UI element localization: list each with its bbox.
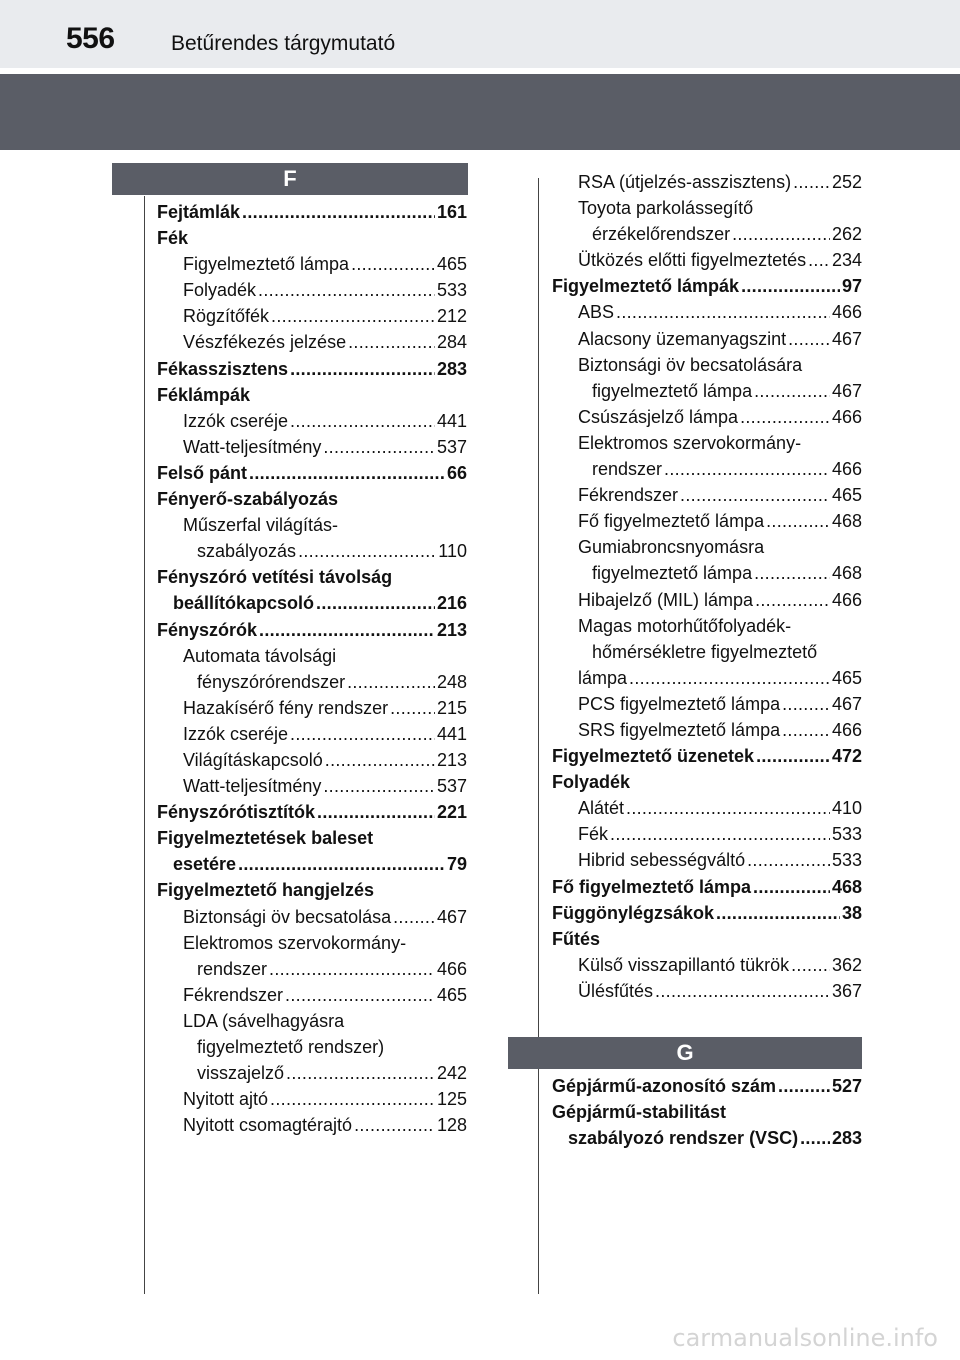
index-entry	[157, 486, 467, 512]
index-entry	[157, 1008, 467, 1034]
dot-leader	[269, 956, 435, 982]
dot-leader	[286, 1060, 435, 1086]
index-entry	[157, 408, 467, 434]
dot-leader	[741, 273, 840, 299]
index-entry-page: 468	[831, 876, 862, 897]
index-entry	[157, 251, 467, 277]
dot-leader	[317, 799, 435, 825]
dot-leader	[348, 329, 435, 355]
index-entry-label: Hazakísérő fény rendszer	[183, 697, 389, 718]
index-entry	[552, 665, 862, 691]
index-entry-page: 215	[436, 697, 467, 718]
dot-leader	[271, 303, 435, 329]
index-entry-label: Nyitott csomagtérajtó	[183, 1115, 353, 1136]
index-entry	[157, 695, 467, 721]
index-entry-page: 466	[831, 302, 862, 323]
dot-leader	[259, 617, 435, 643]
index-entry-page: 97	[841, 276, 862, 297]
index-entry	[157, 1034, 467, 1060]
index-entry-label: Magas motorhűtőfolyadék-	[578, 615, 792, 636]
index-entry-page: 213	[436, 749, 467, 770]
index-entry-label: Fejtámlák	[157, 202, 241, 222]
index-entry	[157, 356, 467, 382]
index-entry-page: 537	[436, 436, 467, 457]
index-entry	[552, 717, 862, 743]
dot-leader	[290, 356, 435, 382]
index-entry-label: Rögzítőfék	[183, 306, 270, 327]
index-entry-label: Ütközés előtti figyelmeztetés	[578, 250, 807, 271]
dot-leader	[290, 721, 435, 747]
dot-leader	[616, 299, 830, 325]
index-entry-page: 467	[436, 906, 467, 927]
index-entry-label: Külső visszapillantó tükrök	[578, 954, 790, 975]
index-entry-page: 212	[436, 306, 467, 327]
index-entry	[157, 460, 467, 486]
dot-leader	[740, 404, 830, 430]
index-entry	[157, 877, 467, 903]
index-entry-label: Fényszórók	[157, 619, 258, 640]
header-band	[0, 74, 960, 150]
page-title: Betűrendes tárgymutató	[171, 32, 396, 55]
index-entry-label: Világításkapcsoló	[183, 749, 323, 770]
index-entry-label: Csúszásjelző lámpa	[578, 406, 739, 427]
index-entry-label: Figyelmeztető lámpák	[552, 276, 740, 297]
index-entry	[552, 847, 862, 873]
index-entry-label: Fékrendszer	[578, 485, 679, 506]
index-entry-page: 128	[436, 1115, 467, 1136]
index-entry-page: 466	[831, 459, 862, 480]
index-entry-page: 466	[436, 958, 467, 979]
index-entry-label: Fék	[578, 824, 609, 845]
index-entry	[157, 382, 467, 408]
dot-leader	[793, 169, 830, 195]
dot-leader	[298, 538, 436, 564]
index-entry	[552, 691, 862, 717]
index-entry-label: Biztonsági öv becsatolása	[183, 906, 392, 927]
dot-leader	[680, 482, 830, 508]
index-entry-label: Hibrid sebességváltó	[578, 850, 746, 871]
index-entry-label: Izzók cseréje	[183, 410, 289, 431]
index-entry-page: 248	[436, 671, 467, 692]
index-entry	[157, 225, 467, 251]
index-entry	[157, 773, 467, 799]
index-entry	[552, 613, 862, 639]
index-entry	[157, 747, 467, 773]
dot-leader	[766, 508, 830, 534]
dot-leader	[323, 434, 435, 460]
index-entry	[552, 1099, 862, 1125]
index-entry-label: Gépjármű-azonosító szám	[552, 1076, 777, 1096]
index-entry-label: Fő figyelmeztető lámpa	[578, 511, 765, 532]
dot-leader	[747, 847, 830, 873]
index-entry-page: 410	[831, 798, 862, 819]
dot-leader	[629, 665, 830, 691]
index-entry-page: 467	[831, 693, 862, 714]
index-entry	[552, 352, 862, 378]
index-entry-label: szabályozás	[197, 541, 297, 562]
index-entry-label: Fényerő-szabályozás	[157, 489, 339, 510]
index-entry-page: 467	[831, 328, 862, 349]
dot-leader	[800, 1125, 830, 1151]
index-entry-page: 441	[436, 410, 467, 431]
index-entry-label: Figyelmeztető üzenetek	[552, 746, 755, 767]
index-entry-page: 465	[831, 667, 862, 688]
index-entry-label: Folyadék	[552, 772, 631, 793]
dot-leader	[347, 669, 435, 695]
index-entry-page: 216	[436, 593, 467, 614]
index-entry-label: figyelmeztető lámpa	[592, 563, 753, 584]
index-entry	[157, 590, 467, 616]
dot-leader	[788, 326, 830, 352]
index-entry-page: 537	[436, 776, 467, 797]
index-entry-page: 465	[831, 485, 862, 506]
index-entry	[157, 643, 467, 669]
dot-leader	[238, 851, 445, 877]
index-column-right-f	[552, 169, 862, 1004]
index-entry	[157, 538, 467, 564]
index-entry-label: Figyelmeztető lámpa	[183, 254, 350, 275]
index-entry-label: ABS	[578, 302, 615, 323]
index-entry-label: Watt-teljesítmény	[183, 436, 322, 457]
index-entry	[157, 512, 467, 538]
dot-leader	[258, 277, 435, 303]
index-entry-label: Figyelmeztető hangjelzés	[157, 880, 375, 901]
index-entry-page: 466	[831, 719, 862, 740]
index-entry-label: Függönylégzsákok	[552, 902, 715, 923]
index-entry-page: 468	[831, 563, 862, 584]
index-entry	[552, 978, 862, 1004]
index-entry	[157, 1060, 467, 1086]
index-entry	[552, 821, 862, 847]
index-entry	[552, 221, 862, 247]
index-entry-label: rendszer	[592, 459, 663, 480]
index-entry-page: 213	[436, 619, 467, 640]
dot-leader	[242, 199, 435, 225]
index-entry-label: Nyitott ajtó	[183, 1089, 269, 1110]
index-entry-label: SRS figyelmeztető lámpa	[578, 719, 781, 740]
index-entry-page: 465	[436, 984, 467, 1005]
index-entry	[157, 956, 467, 982]
index-entry-page: 467	[831, 380, 862, 401]
index-entry-label: Fékrendszer	[183, 984, 284, 1005]
index-entry	[552, 326, 862, 352]
index-entry-page: 533	[831, 850, 862, 871]
dot-leader	[323, 773, 435, 799]
index-entry	[552, 926, 862, 952]
index-entry	[552, 195, 862, 221]
dot-leader	[626, 795, 830, 821]
index-entry-label: PCS figyelmeztető lámpa	[578, 693, 781, 714]
index-entry-page: 466	[831, 589, 862, 610]
dot-leader	[393, 904, 435, 930]
index-entry-label: érzékelőrendszer	[592, 224, 731, 245]
dot-leader	[655, 978, 830, 1004]
dot-leader	[755, 587, 830, 613]
index-entry	[157, 799, 467, 825]
index-entry-label: lámpa	[578, 667, 628, 688]
index-entry-page: 161	[436, 202, 467, 222]
index-entry-label: Ülésfűtés	[578, 980, 654, 1001]
index-entry	[157, 904, 467, 930]
dot-leader	[732, 221, 830, 247]
index-entry	[552, 769, 862, 795]
index-entry	[552, 378, 862, 404]
index-entry	[552, 430, 862, 456]
dot-leader	[782, 691, 830, 717]
index-entry-label: Fő figyelmeztető lámpa	[552, 876, 752, 897]
index-entry-label: Biztonsági öv becsatolására	[578, 354, 803, 375]
index-entry-label: Alacsony üzemanyagszint	[578, 328, 787, 349]
index-entry-label: Féklámpák	[157, 384, 251, 405]
dot-leader	[753, 874, 830, 900]
index-column-left	[157, 199, 467, 1138]
index-entry	[157, 1086, 467, 1112]
index-entry	[552, 587, 862, 613]
index-entry-page: 527	[831, 1076, 862, 1096]
index-entry-label: Izzók cseréje	[183, 723, 289, 744]
index-entry	[157, 199, 467, 225]
index-entry-label: Felső pánt	[157, 462, 248, 483]
index-entry-label: Elektromos szervokormány-	[578, 432, 802, 453]
dot-leader	[664, 456, 830, 482]
dot-leader	[808, 247, 830, 273]
index-entry-label: Fényszórótisztítók	[157, 802, 316, 823]
dot-leader	[351, 251, 435, 277]
dot-leader	[778, 1073, 830, 1099]
index-entry-label: hőmérsékletre figyelmeztető	[592, 641, 818, 662]
dot-leader	[354, 1112, 435, 1138]
index-entry-label: Watt-teljesítmény	[183, 776, 322, 797]
section-header-f: F	[112, 163, 468, 195]
index-entry-label: figyelmeztető lámpa	[592, 380, 753, 401]
index-entry	[552, 1073, 862, 1099]
index-entry-label: Műszerfal világítás-	[183, 515, 339, 536]
column-divider-right	[538, 178, 539, 1294]
page-header	[0, 0, 960, 68]
index-entry-page: 283	[831, 1128, 862, 1149]
index-entry-label: Figyelmeztetések baleset	[157, 828, 374, 849]
index-entry	[552, 952, 862, 978]
index-entry-label: Fényszóró vetítési távolság	[157, 567, 393, 588]
dot-leader	[756, 743, 830, 769]
index-entry-page: 66	[446, 462, 467, 483]
index-entry-page: 110	[438, 541, 467, 562]
index-entry	[552, 247, 862, 273]
index-entry	[552, 534, 862, 560]
index-entry-page: 262	[831, 224, 862, 245]
index-entry	[552, 560, 862, 586]
index-entry-label: Gumiabroncsnyomásra	[578, 537, 765, 558]
page-number: 556	[66, 22, 115, 55]
index-entry-page: 252	[831, 172, 862, 192]
index-entry-label: szabályozó rendszer (VSC)	[568, 1128, 799, 1149]
index-entry-label: RSA (útjelzés-asszisztens)	[578, 172, 792, 192]
index-entry-page: 234	[831, 250, 862, 271]
index-entry	[157, 930, 467, 956]
index-entry	[552, 169, 862, 195]
dot-leader	[325, 747, 435, 773]
index-entry-label: figyelmeztető rendszer)	[197, 1037, 385, 1057]
index-entry	[157, 669, 467, 695]
index-entry-label: LDA (sávelhagyásra	[183, 1010, 345, 1031]
index-entry-label: esetére	[173, 854, 237, 875]
column-divider-left	[144, 196, 145, 1294]
index-entry-label: Gépjármű-stabilitást	[552, 1102, 727, 1123]
index-entry-page: 283	[436, 358, 467, 379]
index-entry-label: Elektromos szervokormány-	[183, 932, 407, 953]
index-entry	[157, 1112, 467, 1138]
index-entry	[157, 434, 467, 460]
index-column-right-g	[552, 1073, 862, 1151]
index-entry-page: 125	[436, 1089, 467, 1110]
index-entry-label: Fék	[157, 228, 189, 249]
index-entry	[157, 617, 467, 643]
index-entry-page: 465	[436, 254, 467, 275]
index-entry	[157, 277, 467, 303]
index-entry-label: beállítókapcsoló	[173, 593, 315, 614]
index-entry-page: 362	[831, 954, 862, 975]
index-entry	[157, 329, 467, 355]
index-entry	[157, 564, 467, 590]
index-entry-page: 468	[831, 511, 862, 532]
index-entry	[552, 299, 862, 325]
index-entry-label: Fékasszisztens	[157, 358, 289, 379]
index-entry	[157, 721, 467, 747]
index-entry-label: Folyadék	[183, 280, 257, 301]
index-entry-page: 466	[831, 406, 862, 427]
index-entry	[552, 1125, 862, 1151]
index-entry	[552, 404, 862, 430]
index-entry	[552, 456, 862, 482]
index-entry-label: Hibajelző (MIL) lámpa	[578, 589, 754, 610]
index-entry-label: visszajelző	[197, 1063, 285, 1084]
dot-leader	[782, 717, 830, 743]
dot-leader	[285, 982, 435, 1008]
index-entry-page: 533	[436, 280, 467, 301]
dot-leader	[716, 900, 840, 926]
index-entry-label: Alátét	[578, 798, 625, 819]
section-header-g: G	[508, 1037, 862, 1069]
watermark: carmanualsonline.info	[672, 1324, 938, 1352]
dot-leader	[249, 460, 445, 486]
index-entry-page: 441	[436, 723, 467, 744]
index-entry-label: rendszer	[197, 958, 268, 979]
index-entry-page: 367	[831, 980, 862, 1001]
dot-leader	[754, 560, 830, 586]
index-entry-label: Fűtés	[552, 928, 601, 949]
index-entry	[552, 273, 862, 299]
index-entry-label: fényszórórendszer	[197, 671, 346, 692]
index-entry	[552, 874, 862, 900]
dot-leader	[270, 1086, 435, 1112]
dot-leader	[316, 590, 435, 616]
dot-leader	[290, 408, 435, 434]
dot-leader	[610, 821, 830, 847]
index-entry	[157, 825, 467, 851]
index-entry-page: 242	[436, 1063, 467, 1084]
index-entry-label: Toyota parkolássegítő	[578, 198, 754, 219]
index-entry	[157, 982, 467, 1008]
index-entry	[552, 900, 862, 926]
index-entry	[552, 795, 862, 821]
dot-leader	[791, 952, 830, 978]
index-entry-page: 38	[841, 902, 862, 923]
index-entry	[552, 743, 862, 769]
index-entry-page: 533	[831, 824, 862, 845]
index-entry-page: 79	[446, 854, 467, 875]
index-entry	[157, 851, 467, 877]
index-entry-label: Automata távolsági	[183, 645, 337, 666]
dot-leader	[390, 695, 435, 721]
index-entry	[552, 639, 862, 665]
index-entry-page: 472	[831, 746, 862, 767]
index-entry-label: Vészfékezés jelzése	[183, 332, 347, 353]
dot-leader	[754, 378, 830, 404]
index-entry-page: 221	[436, 802, 467, 823]
index-entry	[552, 508, 862, 534]
index-entry	[552, 482, 862, 508]
index-entry	[157, 303, 467, 329]
index-entry-page: 284	[436, 332, 467, 353]
